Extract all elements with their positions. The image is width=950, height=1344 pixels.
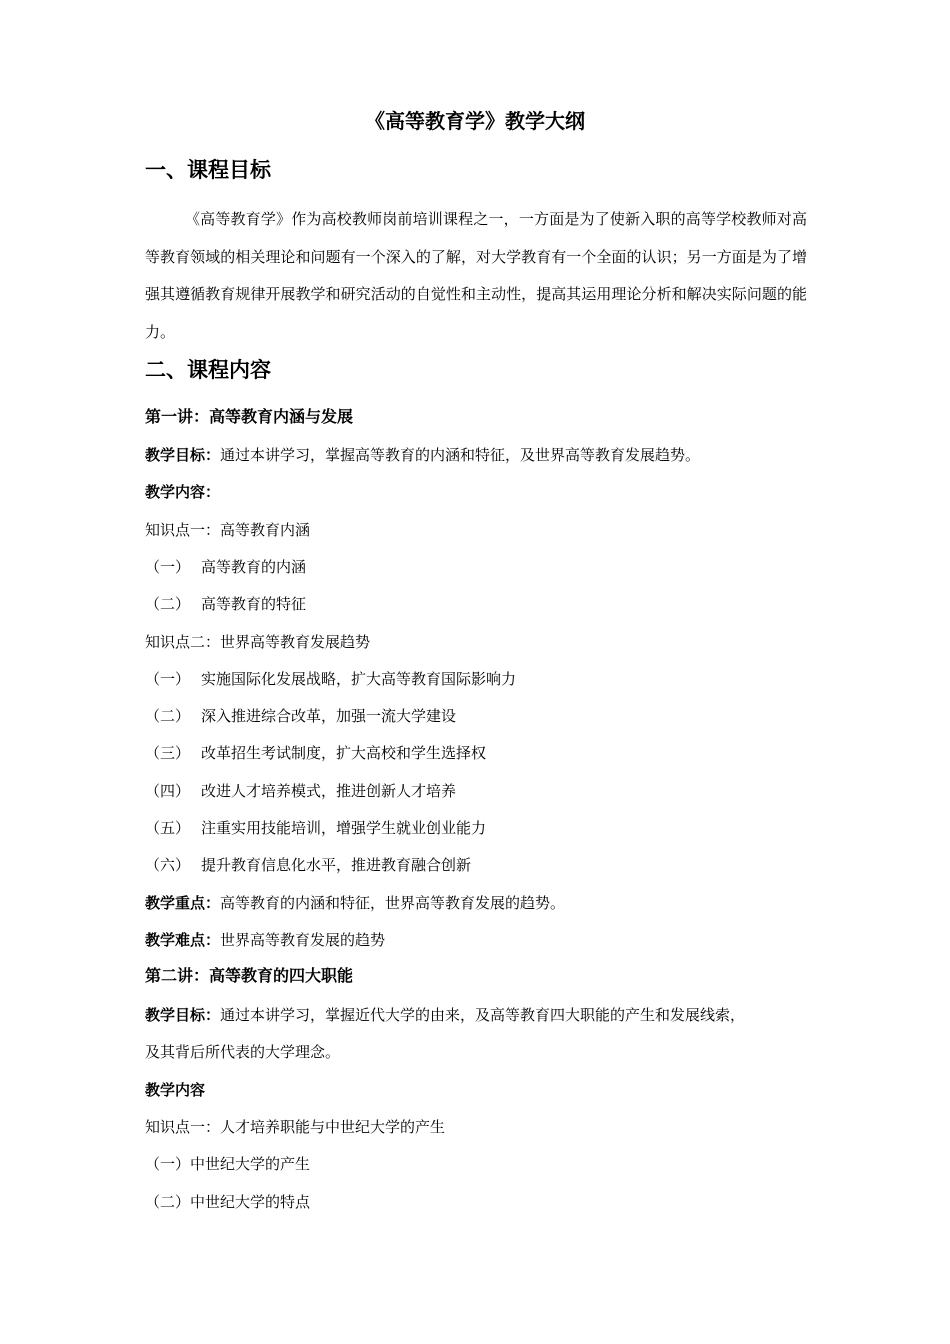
key-points-text: 高等教育的内涵和特征，世界高等教育发展的趋势。 bbox=[220, 894, 566, 912]
list-item-number: （四） bbox=[145, 782, 191, 800]
key-points-label: 教学重点： bbox=[145, 894, 221, 912]
lecture-1-difficulties bbox=[145, 929, 385, 951]
list-item-text: 提升教育信息化水平，推进教育融合创新 bbox=[201, 856, 472, 874]
goal-label: 教学目标： bbox=[145, 1006, 221, 1024]
lecture-1-key-points bbox=[145, 892, 565, 914]
list-item bbox=[145, 780, 456, 802]
goal-text: 通过本讲学习，掌握高等教育的内涵和特征，及世界高等教育发展趋势。 bbox=[220, 446, 701, 464]
list-item-number: （一） bbox=[145, 1155, 191, 1173]
lecture-2-content-label: 教学内容 bbox=[145, 1081, 206, 1099]
section-heading-course-content: 二、课程内容 bbox=[145, 357, 271, 382]
list-item-text: 深入推进综合改革，加强一流大学建设 bbox=[201, 707, 457, 725]
list-item bbox=[145, 1153, 310, 1175]
lecture-1-knowledge-point-1: 知识点一：高等教育内涵 bbox=[145, 521, 311, 539]
list-item-number: （二） bbox=[145, 707, 191, 725]
list-item bbox=[145, 556, 306, 578]
list-item-number: （二） bbox=[145, 1193, 191, 1211]
lecture-2-goal-continued: 及其背后所代表的大学理念。 bbox=[145, 1043, 341, 1061]
goal-text: 通过本讲学习，掌握近代大学的由来，及高等教育四大职能的产生和发展线索， bbox=[220, 1006, 746, 1024]
list-item-text: 注重实用技能培训，增强学生就业创业能力 bbox=[201, 819, 487, 837]
course-goals-paragraph: 《高等教育学》作为高校教师岗前培训课程之一，一方面是为了使新入职的高等学校教师对高等教育领域的相关理论和问题有一个深入的了解，对大学教育有一个全面的认识；另一方面是为了增强其遵循教育规律开展教学和研究活动的自觉性和主动性，提高其运用理论分析和解决实际问题的能力。 bbox=[145, 210, 807, 341]
list-item-number: （二） bbox=[145, 595, 191, 613]
list-item-text: 高等教育的特征 bbox=[201, 595, 307, 613]
lecture-1-goal bbox=[145, 444, 700, 466]
list-item-text: 改进人才培养模式，推进创新人才培养 bbox=[201, 782, 457, 800]
list-item-number: （一） bbox=[145, 558, 191, 576]
difficulties-label: 教学难点： bbox=[145, 931, 221, 949]
difficulties-text: 世界高等教育发展的趋势 bbox=[220, 931, 386, 949]
section-heading-course-goals: 一、课程目标 bbox=[145, 157, 271, 182]
lecture-1-content-label: 教学内容： bbox=[145, 483, 221, 501]
list-item-text: 中世纪大学的特点 bbox=[190, 1193, 311, 1211]
list-item bbox=[145, 593, 306, 615]
goal-label: 教学目标： bbox=[145, 446, 221, 464]
list-item bbox=[145, 1191, 310, 1213]
lecture-2-goal bbox=[145, 1004, 745, 1026]
list-item bbox=[145, 742, 486, 764]
list-item-number: （一） bbox=[145, 670, 191, 688]
list-item-number: （三） bbox=[145, 744, 191, 762]
list-item-number: （五） bbox=[145, 819, 191, 837]
lecture-1-heading: 第一讲：高等教育内涵与发展 bbox=[145, 407, 354, 426]
document-title: 《高等教育学》教学大纲 bbox=[365, 109, 585, 133]
list-item bbox=[145, 668, 516, 690]
list-item bbox=[145, 705, 456, 727]
lecture-2-heading: 第二讲：高等教育的四大职能 bbox=[145, 966, 354, 985]
list-item bbox=[145, 817, 486, 839]
list-item-text: 中世纪大学的产生 bbox=[190, 1155, 311, 1173]
list-item-text: 改革招生考试制度，扩大高校和学生选择权 bbox=[201, 744, 487, 762]
list-item-text: 实施国际化发展战略，扩大高等教育国际影响力 bbox=[201, 670, 517, 688]
lecture-1-knowledge-point-2: 知识点二：世界高等教育发展趋势 bbox=[145, 633, 371, 651]
lecture-2-knowledge-point-1: 知识点一：人才培养职能与中世纪大学的产生 bbox=[145, 1118, 446, 1136]
list-item bbox=[145, 854, 471, 876]
list-item-number: （六） bbox=[145, 856, 191, 874]
list-item-text: 高等教育的内涵 bbox=[201, 558, 307, 576]
